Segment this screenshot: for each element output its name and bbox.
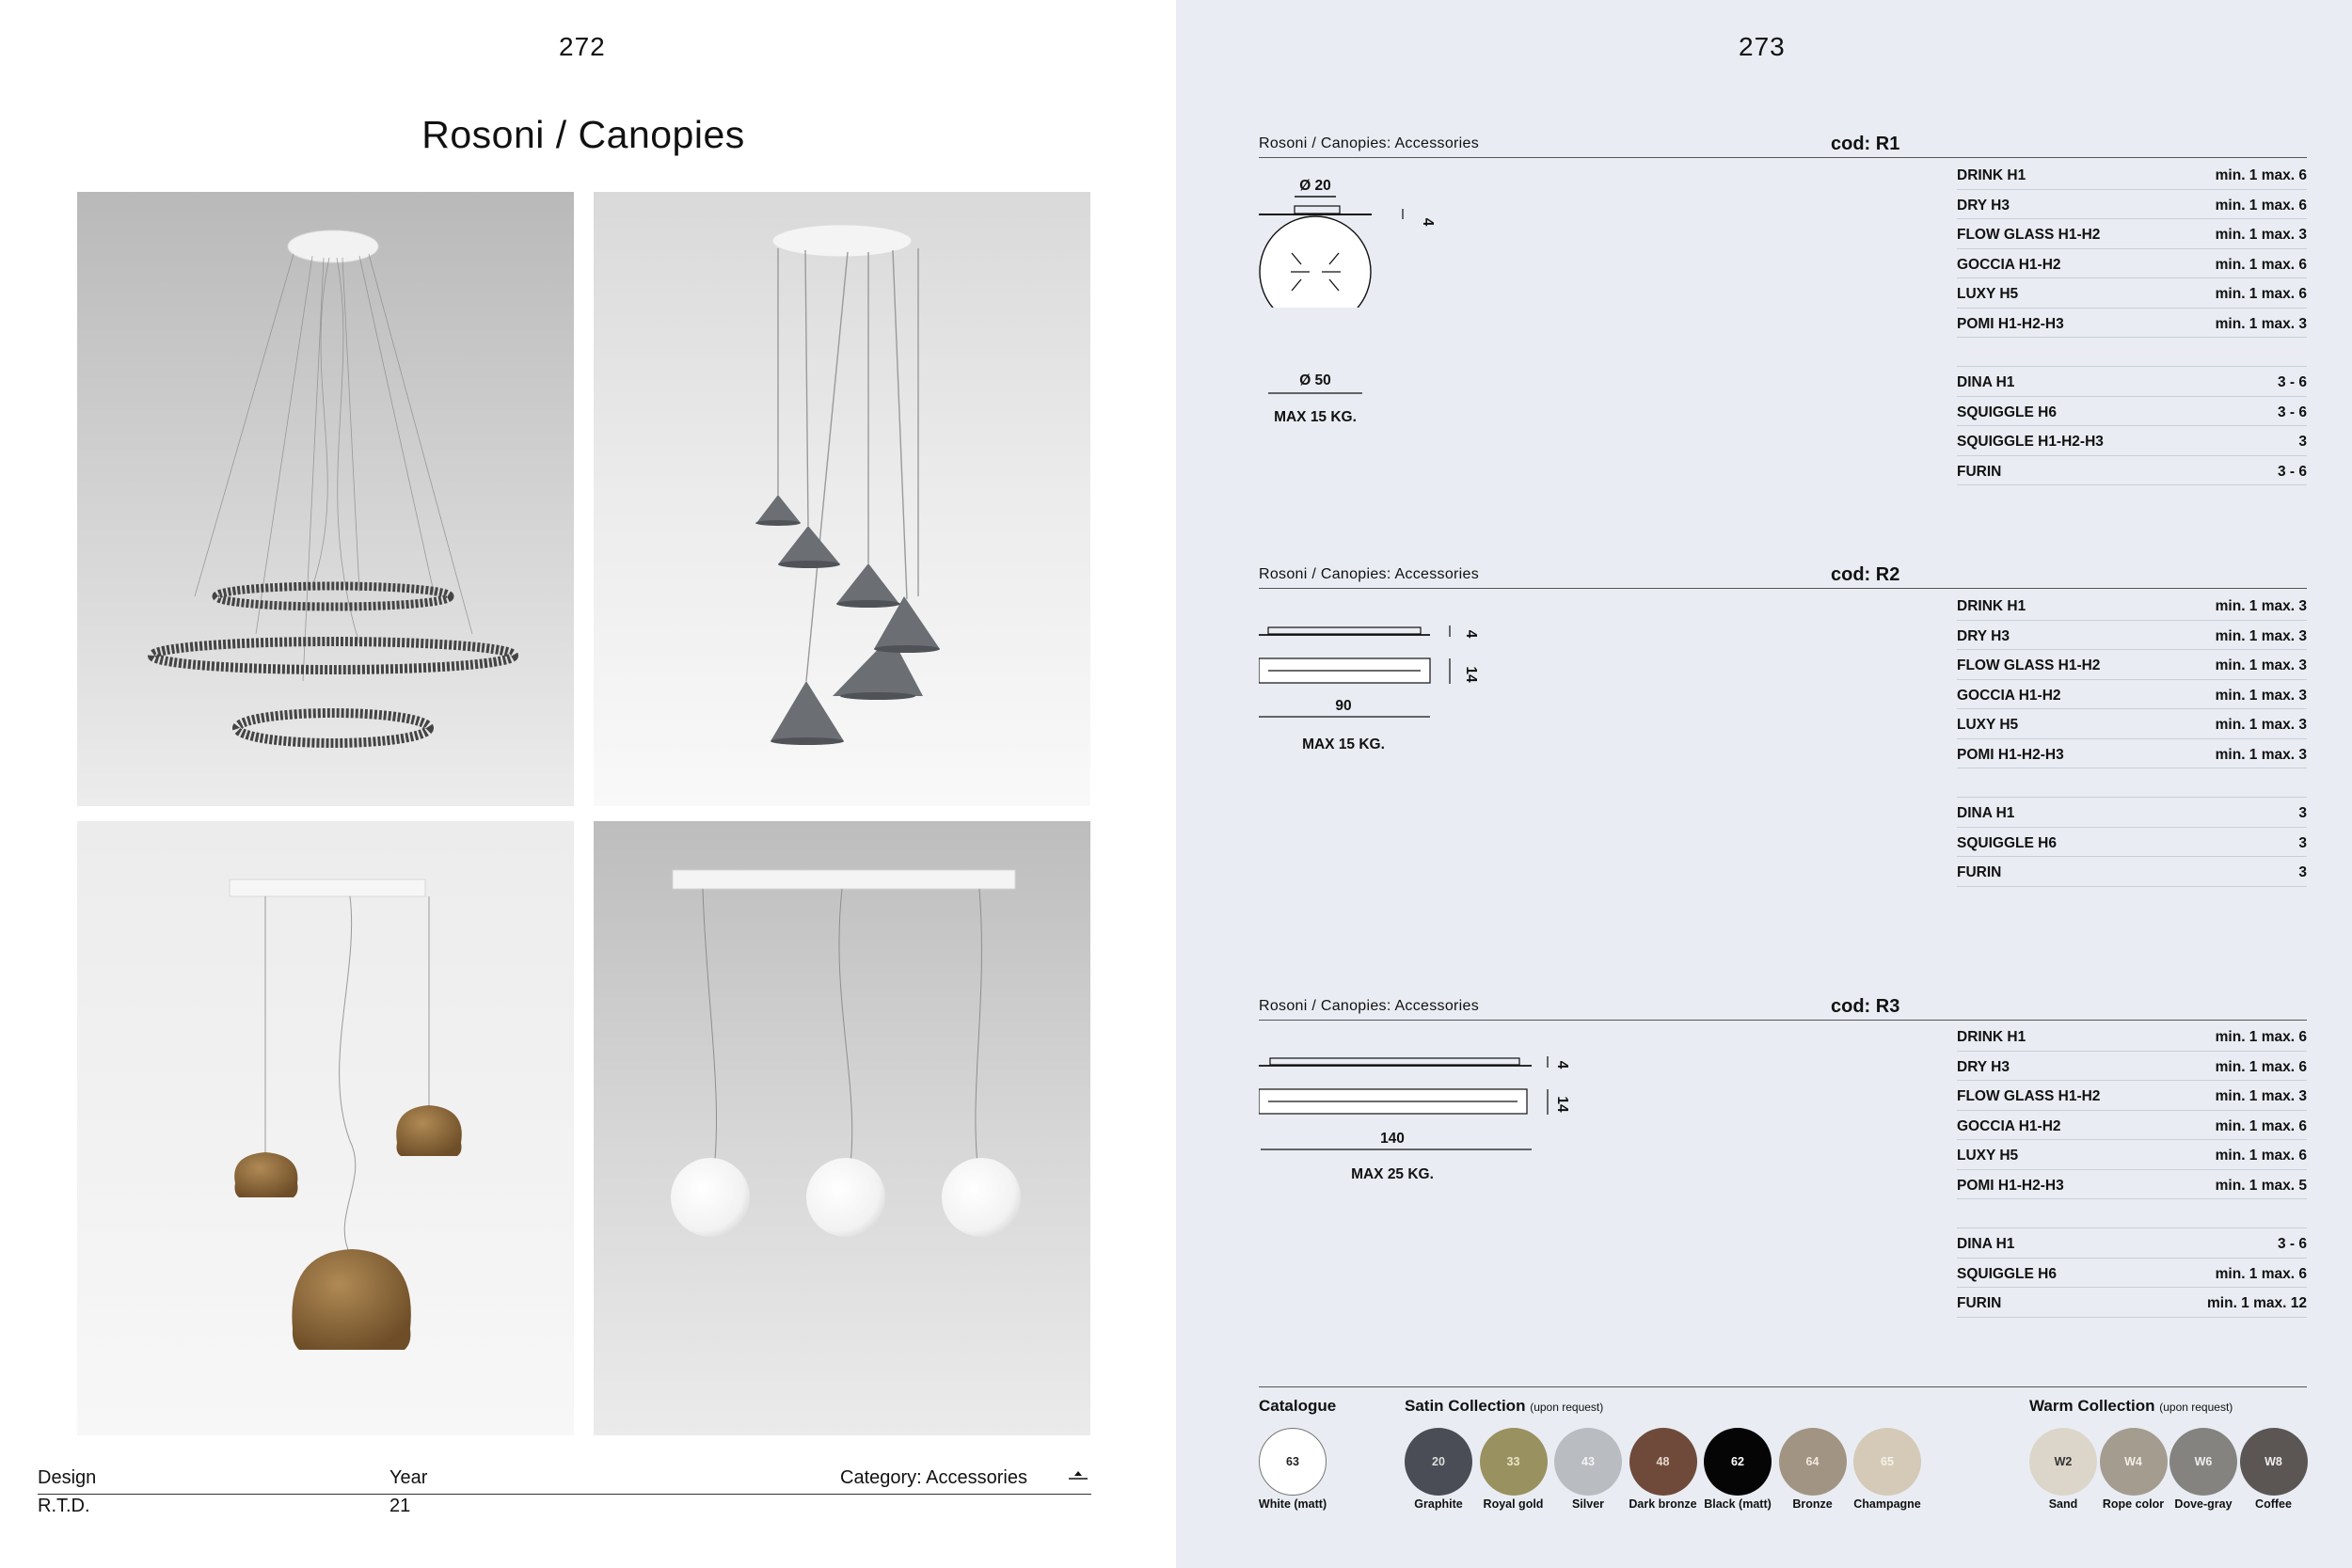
compat-quantity: 3 - 6	[2277, 374, 2307, 391]
compat-row	[1957, 1111, 2307, 1141]
compat-row	[1957, 309, 2307, 339]
color-swatch-name: White (matt)	[1258, 1497, 1327, 1511]
compat-quantity: min. 1 max. 6	[2215, 1058, 2307, 1075]
compat-quantity: min. 1 max. 3	[2215, 746, 2307, 763]
compat-quantity: 3 - 6	[2277, 1236, 2307, 1253]
compat-quantity: 3	[2298, 834, 2307, 851]
compat-product: SQUIGGLE H6	[1957, 1265, 2057, 1282]
compat-row	[1957, 160, 2307, 190]
color-swatch-name: Black (matt)	[1704, 1497, 1772, 1511]
compat-quantity: min. 1 max. 12	[2207, 1295, 2307, 1312]
color-swatch-name: Bronze	[1792, 1497, 1833, 1511]
compat-quantity: 3	[2298, 434, 2307, 451]
compat-quantity: min. 1 max. 3	[2215, 227, 2307, 244]
compat-quantity: min. 1 max. 5	[2215, 1177, 2307, 1194]
color-swatch-43: 43	[1554, 1428, 1622, 1496]
compat-product: DRINK H1	[1957, 1029, 2026, 1046]
color-swatch-name: Dove-gray	[2174, 1497, 2233, 1511]
right-page	[1176, 0, 2352, 1568]
max-load: MAX 25 KG.	[1351, 1166, 1434, 1182]
compat-row	[1957, 621, 2307, 651]
max-load: MAX 15 KG.	[1302, 736, 1385, 752]
color-swatch-20: 20	[1405, 1428, 1472, 1496]
color-swatch-name: Dark bronze	[1629, 1497, 1697, 1511]
color-swatch-w8: W8	[2240, 1428, 2308, 1496]
compat-quantity: min. 1 max. 3	[2215, 315, 2307, 332]
compat-product: DINA H1	[1957, 374, 2015, 391]
compat-quantity: min. 1 max. 3	[2215, 1088, 2307, 1105]
compat-product: DRINK H1	[1957, 598, 2026, 615]
color-swatch-name: Royal gold	[1483, 1497, 1544, 1511]
compat-quantity: 3	[2298, 805, 2307, 822]
color-swatch-name: Coffee	[2255, 1497, 2292, 1511]
compat-row	[1957, 857, 2307, 887]
compat-row	[1957, 278, 2307, 309]
compat-product: DRY H3	[1957, 627, 2010, 644]
compat-row	[1957, 1288, 2307, 1318]
color-swatch-33: 33	[1480, 1428, 1548, 1496]
compat-row	[1957, 798, 2307, 828]
compat-quantity: min. 1 max. 3	[2215, 687, 2307, 704]
compat-product: DRY H3	[1957, 1058, 2010, 1075]
photo-ring-pendants	[77, 192, 574, 806]
photo-cone-pendants	[594, 192, 1090, 806]
color-swatch-w4: W4	[2100, 1428, 2168, 1496]
compat-product: POMI H1-H2-H3	[1957, 315, 2064, 332]
color-swatch-65: 65	[1853, 1428, 1921, 1496]
color-swatch-name: Silver	[1571, 1497, 1605, 1511]
compat-row	[1957, 456, 2307, 486]
compat-product: LUXY H5	[1957, 286, 2019, 303]
section-header-r3	[1259, 998, 2307, 1021]
compat-row	[1957, 828, 2307, 858]
compat-row	[1957, 367, 2307, 397]
dim-large-diameter: Ø 50	[1299, 372, 1331, 388]
warm-collection-title: Warm Collection (upon request)	[2029, 1397, 2233, 1415]
compat-product: SQUIGGLE H6	[1957, 834, 2057, 851]
compat-row	[1957, 1052, 2307, 1082]
section-header-r2	[1259, 566, 2307, 589]
compat-row	[1957, 1140, 2307, 1170]
dim-top: 4	[1554, 1060, 1570, 1069]
compat-product: FURIN	[1957, 463, 2002, 480]
compat-quantity: min. 1 max. 3	[2215, 717, 2307, 734]
compat-row	[1957, 739, 2307, 769]
compat-table-r3	[1957, 1022, 2307, 1318]
compat-product: GOCCIA H1-H2	[1957, 1117, 2061, 1134]
drawing-r2	[1259, 616, 1541, 767]
compat-quantity: 3 - 6	[2277, 463, 2307, 480]
color-swatch-name: Graphite	[1414, 1497, 1463, 1511]
section-title: Rosoni / Canopies: Accessories	[1259, 135, 1479, 151]
color-swatch-64: 64	[1779, 1428, 1847, 1496]
compat-table-r1	[1957, 160, 2307, 485]
compat-quantity: 3	[2298, 864, 2307, 881]
compat-product: GOCCIA H1-H2	[1957, 687, 2061, 704]
compat-product: DINA H1	[1957, 805, 2015, 822]
compat-quantity: min. 1 max. 6	[2215, 1265, 2307, 1282]
footer-divider	[38, 1494, 1091, 1495]
photo-glass-globe-pendants	[594, 821, 1090, 1435]
compat-product: GOCCIA H1-H2	[1957, 256, 2061, 273]
color-swatch-w2: W2	[2029, 1428, 2097, 1496]
compat-product: LUXY H5	[1957, 1148, 2019, 1164]
compat-product: FURIN	[1957, 864, 2002, 881]
compat-quantity: min. 1 max. 3	[2215, 657, 2307, 674]
compat-row	[1957, 190, 2307, 220]
photo-bronze-pendants	[77, 821, 574, 1435]
color-swatch-w6: W6	[2169, 1428, 2237, 1496]
compat-product: DINA H1	[1957, 1236, 2015, 1253]
compat-row	[1957, 650, 2307, 680]
color-swatch-48: 48	[1629, 1428, 1697, 1496]
dim-length: 140	[1380, 1131, 1405, 1147]
catalogue-title: Catalogue	[1259, 1397, 1337, 1415]
compat-row	[1957, 1081, 2307, 1111]
compat-product: SQUIGGLE H1-H2-H3	[1957, 434, 2104, 451]
compat-product: FLOW GLASS H1-H2	[1957, 1088, 2101, 1105]
compat-product: FURIN	[1957, 1295, 2002, 1312]
compat-row	[1957, 1228, 2307, 1259]
compat-quantity: min. 1 max. 6	[2215, 167, 2307, 184]
page-number-left: 272	[559, 32, 606, 61]
compat-row	[1957, 591, 2307, 621]
drawing-r3	[1259, 1047, 1597, 1197]
up-arrow-icon[interactable]	[1066, 1468, 1090, 1481]
color-swatch-name: Rope color	[2102, 1497, 2165, 1511]
compat-product: LUXY H5	[1957, 717, 2019, 734]
dim-top: 4	[1463, 629, 1479, 639]
compat-quantity: min. 1 max. 6	[2215, 1029, 2307, 1046]
dim-height: 4	[1420, 217, 1436, 227]
color-swatch-62: 62	[1704, 1428, 1772, 1496]
year-value: 21	[389, 1496, 411, 1516]
drawing-r1	[1259, 174, 1541, 437]
compat-product: FLOW GLASS H1-H2	[1957, 227, 2101, 244]
section-title: Rosoni / Canopies: Accessories	[1259, 566, 1479, 582]
colors-divider	[1259, 1386, 2307, 1387]
max-load: MAX 15 KG.	[1274, 409, 1357, 425]
compat-table-r2	[1957, 591, 2307, 887]
compat-product: SQUIGGLE H6	[1957, 404, 2057, 420]
compat-product: DRINK H1	[1957, 167, 2026, 184]
dim-side: 14	[1463, 666, 1479, 683]
color-swatch-63: 63	[1259, 1428, 1327, 1496]
compat-quantity: min. 1 max. 6	[2215, 286, 2307, 303]
design-label: Design	[38, 1467, 97, 1488]
compat-row	[1957, 219, 2307, 249]
satin-collection-title: Satin Collection (upon request)	[1405, 1397, 1604, 1415]
dim-length: 90	[1335, 698, 1352, 714]
dim-side: 14	[1554, 1096, 1570, 1113]
color-swatch-name: Sand	[2048, 1497, 2078, 1511]
compat-quantity: min. 1 max. 6	[2215, 256, 2307, 273]
compat-product: POMI H1-H2-H3	[1957, 1177, 2064, 1194]
compat-row	[1957, 1022, 2307, 1052]
compat-row	[1957, 1259, 2307, 1289]
section-code: cod: R3	[1831, 996, 1900, 1017]
compat-product: DRY H3	[1957, 197, 2010, 214]
compat-quantity: min. 1 max. 6	[2215, 1117, 2307, 1134]
compat-product: POMI H1-H2-H3	[1957, 746, 2064, 763]
compat-row	[1957, 397, 2307, 427]
page-number-right: 273	[1739, 32, 1786, 61]
compat-quantity: min. 1 max. 6	[2215, 197, 2307, 214]
compat-row	[1957, 680, 2307, 710]
section-title: Rosoni / Canopies: Accessories	[1259, 998, 1479, 1014]
compat-row	[1957, 1170, 2307, 1200]
compat-quantity: min. 1 max. 3	[2215, 598, 2307, 615]
compat-row	[1957, 709, 2307, 739]
section-header-r1	[1259, 135, 2307, 158]
page-title: Rosoni / Canopies	[421, 113, 745, 156]
design-value: R.T.D.	[38, 1496, 90, 1516]
section-code: cod: R2	[1831, 564, 1900, 585]
compat-row	[1957, 426, 2307, 456]
compat-row	[1957, 249, 2307, 279]
compat-quantity: min. 1 max. 3	[2215, 627, 2307, 644]
category-label: Category: Accessories	[840, 1467, 1027, 1488]
compat-product: FLOW GLASS H1-H2	[1957, 657, 2101, 674]
year-label: Year	[389, 1467, 428, 1488]
color-swatch-name: Champagne	[1853, 1497, 1921, 1511]
compat-quantity: 3 - 6	[2277, 404, 2307, 420]
section-code: cod: R1	[1831, 134, 1900, 154]
dim-small-diameter: Ø 20	[1299, 178, 1331, 194]
compat-quantity: min. 1 max. 6	[2215, 1148, 2307, 1164]
